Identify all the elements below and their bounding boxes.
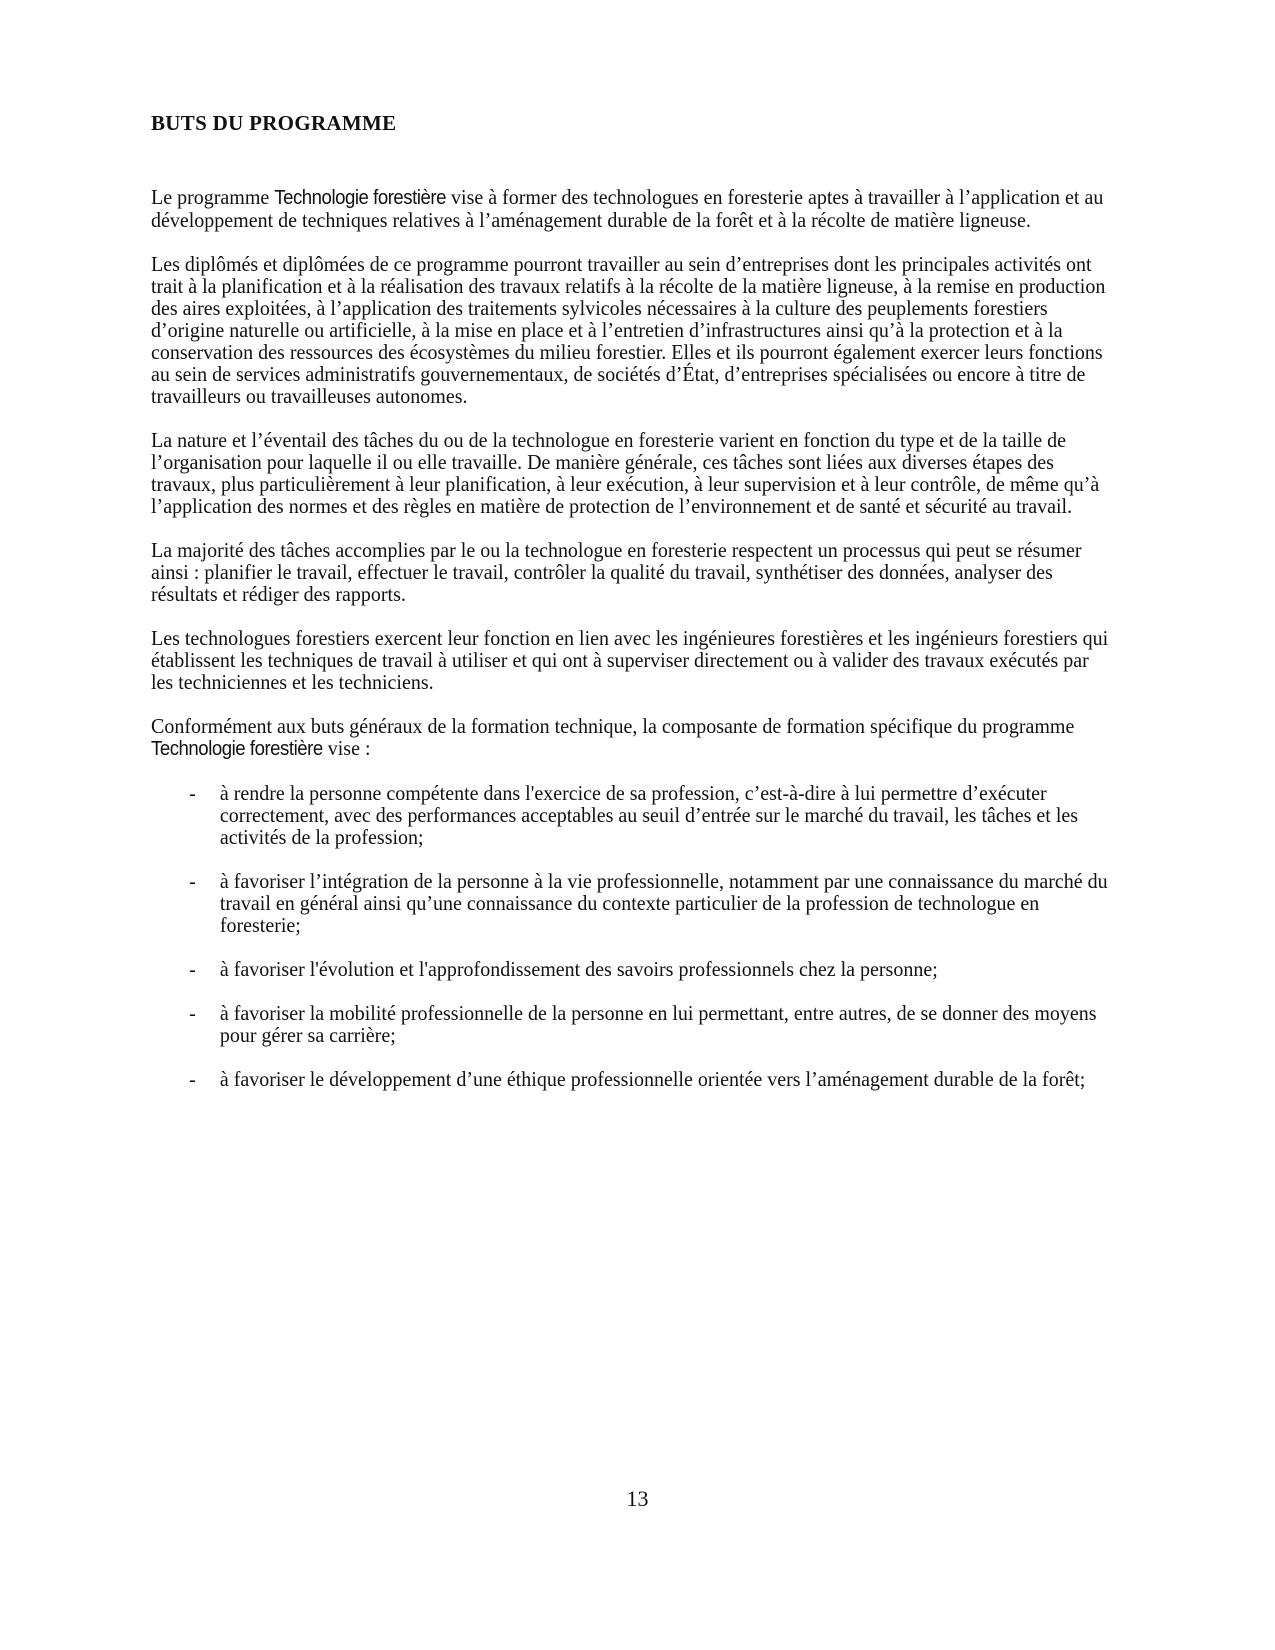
bullet-marker: -	[189, 1067, 196, 1091]
paragraph-employment: Les diplômés et diplômées de ce programme pourront travailler au sein d’entreprises dont les principales activités ont trait à la planification et à la réalisation des travaux relatifs à la récolte de la matière ligneuse, à la remise en production des aires exploitées, à l’application des traitements sylvicoles nécessaires à la culture des peuplements forestiers d’origine naturelle ou artificielle, à la mise en place et à l’entretien d’infrastructures ainsi qu’à la protection et à la conservation des ressources des écosystèmes du milieu forestier. Elles et ils pourront également exercer leurs fonctions au sein de services administratifs gouvernementaux, de sociétés d’État, d’entreprises spécialisées ou encore à titre de travailleurs ou travailleuses autonomes.	[151, 252, 1106, 408]
bullet-marker: -	[189, 957, 196, 981]
page-content	[151, 111, 1111, 1112]
list-item-text: à favoriser le développement d’une éthique professionnelle orientée vers l’aménagement durable de la forêt;	[219, 1067, 1086, 1091]
paragraph-process: La majorité des tâches accomplies par le ou la technologue en foresterie respectent un processus qui peut se résumer ainsi : planifier le travail, effectuer le travail, contrôler la qualité du travail, synthétiser des données, analyser des résultats et rédiger des rapports.	[151, 538, 1082, 606]
list-item-text: à favoriser la mobilité professionnelle de la personne en lui permettant, entre autres, de se donner des moyens pour gérer sa carrière;	[219, 1001, 1097, 1047]
intro-text-before: Le programme	[151, 185, 275, 209]
list-item-text: à rendre la personne compétente dans l'exercice de sa profession, c’est-à-dire à lui permettre d’exécuter correctement, avec des performances acceptables au seuil d’entrée sur le marché du travail, les tâches et les activités de la profession;	[219, 781, 1079, 849]
paragraph-tasks: La nature et l’éventail des tâches du ou de la technologue en foresterie varient en fonction du type et de la taille de l’organisation pour laquelle il ou elle travaille. De manière générale, ces tâches sont liées aux diverses étapes des travaux, plus particulièrement à leur planification, à leur exécution, à leur supervision et à leur contrôle, de même qu’à l’application des normes et des règles en matière de protection de l’environnement et de santé et sécurité au travail.	[151, 428, 1100, 518]
bullet-marker: -	[189, 781, 196, 805]
list-item	[151, 870, 1111, 936]
intro-paragraph	[151, 186, 1111, 231]
bullet-marker: -	[189, 1001, 196, 1025]
bullet-marker: -	[189, 869, 196, 893]
conclusion-text-after: vise :	[322, 736, 371, 760]
section-heading: BUTS DU PROGRAMME	[151, 111, 397, 135]
conclusion-paragraph	[151, 715, 1111, 760]
program-name: Technologie forestière	[274, 187, 447, 209]
list-item	[151, 782, 1111, 848]
list-item	[151, 1068, 1111, 1090]
list-item	[151, 1002, 1111, 1046]
list-item	[151, 958, 1111, 980]
conclusion-text-before: Conformément aux buts généraux de la formation technique, la composante de formation spécifique du programme	[151, 714, 1075, 738]
program-name: Technologie forestière	[151, 738, 323, 760]
list-item-text: à favoriser l’intégration de la personne à la vie professionnelle, notamment par une connaissance du marché du travail en général ainsi qu’une connaissance du contexte particulier de la profession de technologue en foresterie;	[219, 869, 1108, 937]
list-item-text: à favoriser l'évolution et l'approfondissement des savoirs professionnels chez la personne;	[219, 957, 938, 981]
page-number: 13	[626, 1486, 649, 1511]
paragraph-engineers: Les technologues forestiers exercent leur fonction en lien avec les ingénieures forestières et les ingénieurs forestiers qui établissent les techniques de travail à utiliser et qui ont à superviser directement ou à valider des travaux exécutés par les techniciennes et les techniciens.	[151, 626, 1109, 694]
goals-list	[151, 782, 1111, 1090]
intro-text-after: vise à former des technologues en foresterie aptes à travailler à l’application et au développement de techniques relatives à l’aménagement durable de la forêt et à la récolte de matière ligneuse.	[151, 185, 1104, 232]
